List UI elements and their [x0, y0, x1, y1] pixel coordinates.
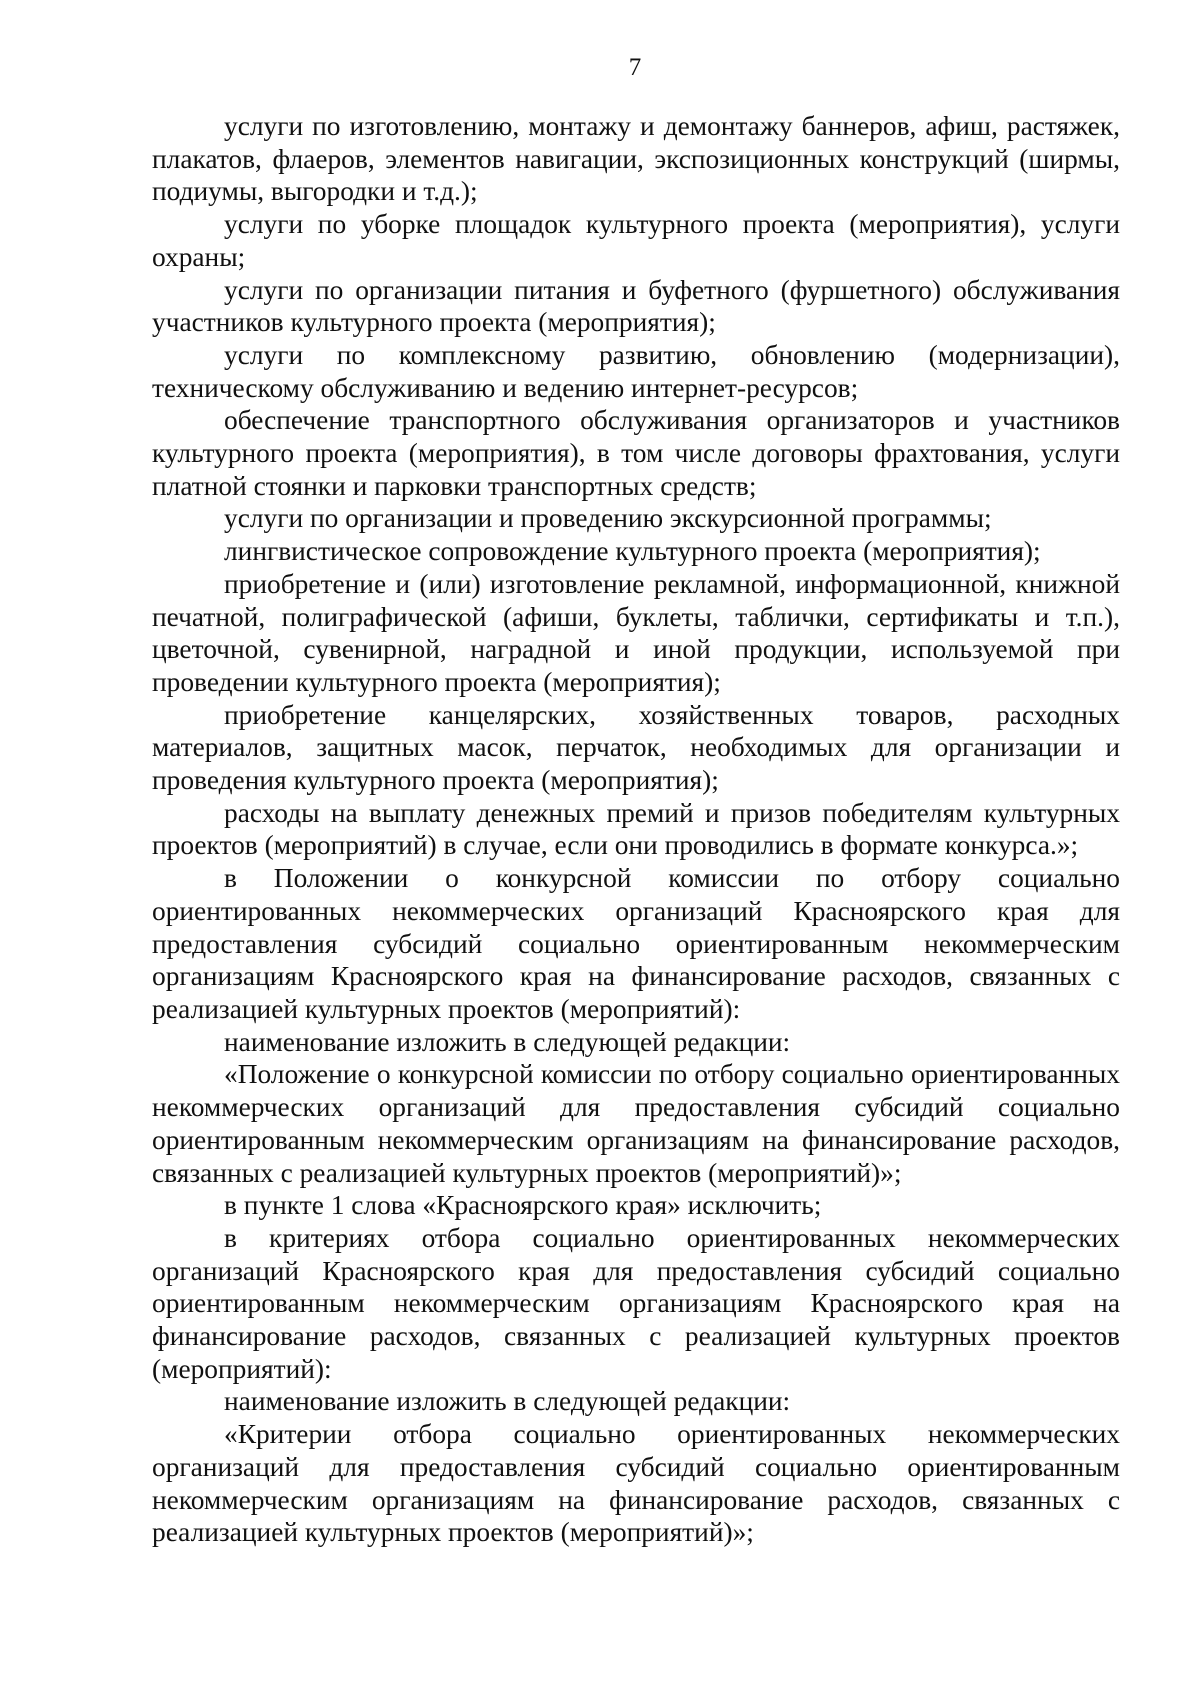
paragraph: услуги по комплексному развитию, обновлению (модернизации), техническому обслуживанию и ведению интернет-ресурсов; — [152, 339, 1120, 403]
paragraph: услуги по организации питания и буфетного (фуршетного) обслуживания участников культурного проекта (мероприятия); — [152, 274, 1120, 338]
paragraph: в Положении о конкурсной комиссии по отбору социально ориентированных некоммерческих организаций Красноярского края для предоставления субсидий социально ориентированным некоммерческим организациям Красноярского края на финансирование расходов, связанных с реализацией культурных проектов (мероприятий): — [152, 863, 1120, 1024]
document-body — [152, 110, 1120, 1549]
paragraph: услуги по организации и проведению экскурсионной программы; — [224, 503, 992, 534]
paragraph: в пункте 1 слова «Красноярского края» исключить; — [224, 1190, 822, 1221]
paragraph: наименование изложить в следующей редакции: — [224, 1026, 791, 1057]
paragraph: услуги по уборке площадок культурного проекта (мероприятия), услуги охраны; — [152, 209, 1120, 272]
paragraph: наименование изложить в следующей редакции: — [224, 1386, 791, 1417]
paragraph: в критериях отбора социально ориентированных некоммерческих организаций Красноярского края для предоставления субсидий социально ориентированным некоммерческим организациям Красноярского края на финансирование расходов, связанных с реализацией культурных проектов (мероприятий): — [152, 1222, 1120, 1384]
page-number: 7 — [628, 54, 642, 81]
paragraph: услуги по изготовлению, монтажу и демонтажу баннеров, афиш, растяжек, плакатов, флаеров, элементов навигации, экспозиционных конструкций (ширмы, подиумы, выгородки и т.д.); — [152, 111, 1120, 207]
paragraph: приобретение канцелярских, хозяйственных товаров, расходных материалов, защитных масок, перчаток, необходимых для организации и проведения культурного проекта (мероприятия); — [152, 699, 1120, 796]
paragraph: «Положение о конкурсной комиссии по отбору социально ориентированных некоммерческих организаций для предоставления субсидий социально ориентированным некоммерческим организациям на финансирование расходов, связанных с реализацией культурных проектов (мероприятий)»; — [152, 1059, 1120, 1188]
paragraph: расходы на выплату денежных премий и призов победителям культурных проектов (мероприятий) в случае, если они проводились в формате конкурса.»; — [152, 797, 1120, 861]
paragraph: «Критерии отбора социально ориентированных некоммерческих организаций для предоставления субсидий социально ориентированным некоммерческим организациям на финансирование расходов, связанных с реализацией культурных проектов (мероприятий)»; — [152, 1419, 1120, 1548]
paragraph: лингвистическое сопровождение культурного проекта (мероприятия); — [224, 536, 1041, 567]
paragraph: приобретение и (или) изготовление рекламной, информационной, книжной печатной, полиграфической (афиши, буклеты, таблички, сертификаты и т.п.), цветочной, сувенирной, наградной и иной продукции, используемой при проведении культурного проекта (мероприятия); — [152, 568, 1120, 697]
paragraph: обеспечение транспортного обслуживания организаторов и участников культурного проекта (мероприятия), в том числе договоры фрахтования, услуги платной стоянки и парковки транспортных средств; — [152, 405, 1120, 501]
